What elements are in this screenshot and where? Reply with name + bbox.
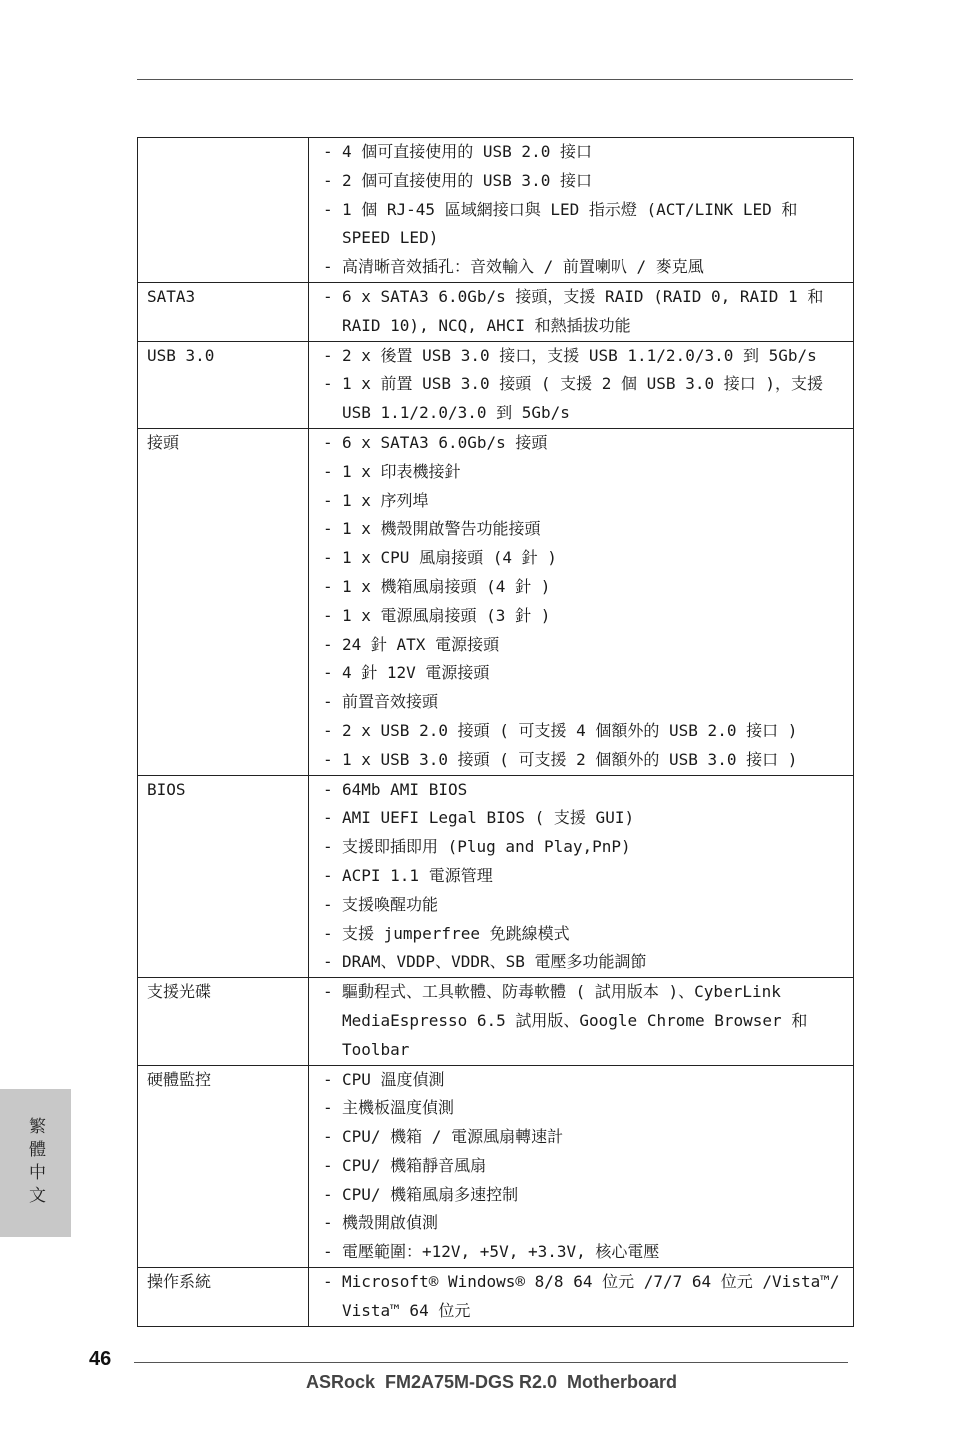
spec-content-cell — [309, 282, 854, 341]
spec-item — [323, 1268, 847, 1326]
spec-item-text: 64Mb AMI BIOS — [342, 779, 468, 799]
spec-item-text: AMI UEFI Legal BIOS ( 支援 GUI) — [342, 808, 635, 828]
bullet-dash: - — [323, 1127, 333, 1147]
spec-item-text: 前置音效接頭 — [342, 692, 439, 712]
spec-item — [323, 1123, 847, 1152]
bullet-dash: - — [323, 634, 333, 654]
spec-label: BIOS — [147, 779, 186, 799]
spec-table — [137, 137, 854, 1327]
spec-item-text: 1 x 印表機接針 — [342, 461, 461, 481]
spec-item — [323, 138, 847, 167]
spec-content-cell — [309, 138, 854, 283]
spec-item — [323, 429, 847, 458]
spec-item-text: 主機板溫度偵測 — [342, 1098, 455, 1118]
spec-item — [323, 746, 847, 775]
spec-item-text: 支援喚醒功能 — [342, 894, 439, 914]
bullet-dash: - — [323, 345, 333, 365]
bullet-dash: - — [323, 779, 333, 799]
spec-item-text: 1 個 RJ-45 區域網接口與 LED 指示燈 (ACT/LINK LED 和 SPEED LED) — [342, 199, 798, 248]
spec-item — [323, 776, 847, 805]
spec-item-text: 1 x 電源風扇接頭 (3 針 ) — [342, 605, 551, 625]
spec-item — [323, 862, 847, 891]
bullet-dash: - — [323, 1184, 333, 1204]
spec-label-cell — [138, 341, 309, 428]
bullet-dash: - — [323, 894, 333, 914]
spec-item — [323, 1238, 847, 1267]
spec-item-text: 6 x SATA3 6.0Gb/s 接頭 — [342, 432, 548, 452]
bullet-dash: - — [323, 1242, 333, 1262]
spec-item — [323, 631, 847, 660]
spec-item-text: 支援 jumperfree 免跳線模式 — [342, 923, 570, 943]
spec-item-text: 24 針 ATX 電源接頭 — [342, 634, 500, 654]
bullet-dash: - — [323, 865, 333, 885]
bullet-dash: - — [323, 199, 333, 219]
spec-item — [323, 920, 847, 949]
spec-item — [323, 196, 847, 254]
spec-item-text: 2 x USB 2.0 接頭 ( 可支援 4 個額外的 USB 2.0 接口 ) — [342, 720, 798, 740]
spec-item — [323, 253, 847, 282]
spec-item-text: 驅動程式、工具軟體、防毒軟體 ( 試用版本 )、CyberLink MediaEspresso 6.5 試用版、Google Chrome Browser 和 Toolbar — [342, 982, 808, 1059]
bullet-dash: - — [323, 257, 333, 277]
spec-item-text: 1 x 序列埠 — [342, 490, 429, 510]
spec-label-cell — [138, 138, 309, 283]
spec-item-text: 4 針 12V 電源接頭 — [342, 663, 490, 683]
bullet-dash: - — [323, 1098, 333, 1118]
spec-item-text: CPU 溫度偵測 — [342, 1069, 445, 1089]
spec-item-text: 4 個可直接使用的 USB 2.0 接口 — [342, 142, 592, 161]
spec-row — [138, 138, 854, 283]
footer-title: ASRock FM2A75M-DGS R2.0 Motherboard — [306, 1372, 678, 1392]
spec-content-cell — [309, 775, 854, 978]
bullet-dash: - — [323, 1272, 333, 1292]
spec-item — [323, 342, 847, 371]
spec-label: 硬體監控 — [147, 1069, 212, 1089]
spec-item-text: 1 x CPU 風扇接頭 (4 針 ) — [342, 548, 557, 568]
spec-label: SATA3 — [147, 286, 196, 306]
spec-row — [138, 341, 854, 428]
spec-label: 接頭 — [147, 432, 180, 452]
bullet-dash: - — [323, 576, 333, 596]
spec-content-cell — [309, 428, 854, 775]
spec-label-cell — [138, 282, 309, 341]
spec-item-text: CPU/ 機箱靜音風扇 — [342, 1155, 487, 1175]
header-rule — [137, 79, 853, 80]
spec-item-text: 高清晰音效插孔：音效輸入 / 前置喇叭 / 麥克風 — [342, 257, 704, 277]
bullet-dash: - — [323, 461, 333, 481]
spec-item — [323, 1209, 847, 1238]
spec-label-cell — [138, 1065, 309, 1268]
spec-content-cell — [309, 341, 854, 428]
bullet-dash: - — [323, 982, 333, 1002]
spec-item — [323, 1094, 847, 1123]
spec-item — [323, 370, 847, 428]
bullet-dash: - — [323, 952, 333, 972]
spec-content-cell — [309, 978, 854, 1065]
bullet-dash: - — [323, 432, 333, 452]
spec-item-text: Microsoft® Windows® 8/8 64 位元 /7/7 64 位元 /Vista™/ Vista™ 64 位元 — [342, 1272, 840, 1320]
bullet-dash: - — [323, 605, 333, 625]
spec-item — [323, 659, 847, 688]
spec-item — [323, 1066, 847, 1095]
spec-label: USB 3.0 — [147, 345, 215, 365]
spec-row — [138, 282, 854, 341]
spec-label: 支援光碟 — [147, 982, 212, 1002]
spec-item-text: 2 x 後置 USB 3.0 接口，支援 USB 1.1/2.0/3.0 到 5Gb/s — [342, 345, 817, 365]
spec-item-text: CPU/ 機箱風扇多速控制 — [342, 1184, 519, 1204]
spec-item-text: DRAM、VDDP、VDDR、SB 電壓多功能調節 — [342, 952, 647, 972]
bullet-dash: - — [323, 720, 333, 740]
spec-content-cell — [309, 1268, 854, 1327]
spec-item-text: 1 x USB 3.0 接頭 ( 可支援 2 個額外的 USB 3.0 接口 ) — [342, 749, 798, 769]
bullet-dash: - — [323, 1069, 333, 1089]
language-tab-label: 繁體中文 — [25, 1117, 45, 1209]
spec-item — [323, 515, 847, 544]
bullet-dash: - — [323, 374, 333, 394]
bullet-dash: - — [323, 1155, 333, 1175]
spec-item — [323, 1152, 847, 1181]
spec-item-text: 1 x 前置 USB 3.0 接頭 ( 支援 2 個 USB 3.0 接口 )，支援 USB 1.1/2.0/3.0 到 5Gb/s — [342, 374, 823, 423]
spec-label-cell — [138, 775, 309, 978]
spec-item — [323, 167, 847, 196]
bullet-dash: - — [323, 837, 333, 857]
bullet-dash: - — [323, 142, 333, 161]
spec-item — [323, 458, 847, 487]
spec-item — [323, 948, 847, 977]
spec-row — [138, 1065, 854, 1268]
bullet-dash: - — [323, 692, 333, 712]
language-tab — [0, 1089, 71, 1237]
spec-item — [323, 688, 847, 717]
spec-item — [323, 1181, 847, 1210]
spec-item — [323, 283, 847, 341]
spec-label-cell — [138, 428, 309, 775]
bullet-dash: - — [323, 519, 333, 539]
spec-item-text: ACPI 1.1 電源管理 — [342, 865, 493, 885]
page-number: 46 — [89, 1348, 112, 1370]
spec-item-text: 支援即插即用 (Plug and Play,PnP) — [342, 837, 631, 857]
bullet-dash: - — [323, 548, 333, 568]
spec-item — [323, 573, 847, 602]
spec-item — [323, 804, 847, 833]
bullet-dash: - — [323, 923, 333, 943]
bullet-dash: - — [323, 170, 333, 190]
spec-label-cell — [138, 978, 309, 1065]
spec-item-text: 1 x 機箱風扇接頭 (4 針 ) — [342, 576, 551, 596]
spec-row — [138, 428, 854, 775]
spec-item-text: 2 個可直接使用的 USB 3.0 接口 — [342, 170, 592, 190]
bullet-dash: - — [323, 663, 333, 683]
spec-label-cell — [138, 1268, 309, 1327]
spec-row — [138, 1268, 854, 1327]
spec-row — [138, 775, 854, 978]
spec-content-cell — [309, 1065, 854, 1268]
bullet-dash: - — [323, 490, 333, 510]
bullet-dash: - — [323, 749, 333, 769]
spec-item-text: 機殼開啟偵測 — [342, 1213, 439, 1233]
spec-item-text: 6 x SATA3 6.0Gb/s 接頭，支援 RAID (RAID 0, RAID 1 和 RAID 10), NCQ, AHCI 和熱插拔功能 — [342, 286, 824, 335]
spec-label: 操作系統 — [147, 1272, 212, 1292]
bullet-dash: - — [323, 808, 333, 828]
spec-item — [323, 717, 847, 746]
footer-rule — [134, 1362, 848, 1363]
spec-item — [323, 833, 847, 862]
spec-item — [323, 487, 847, 516]
spec-item-text: 電壓範圍：+12V, +5V, +3.3V, 核心電壓 — [342, 1242, 660, 1262]
bullet-dash: - — [323, 286, 333, 306]
spec-item — [323, 602, 847, 631]
spec-item — [323, 978, 847, 1064]
spec-item — [323, 544, 847, 573]
spec-item — [323, 891, 847, 920]
bullet-dash: - — [323, 1213, 333, 1233]
spec-row — [138, 978, 854, 1065]
spec-item-text: 1 x 機殼開啟警告功能接頭 — [342, 519, 541, 539]
spec-item-text: CPU/ 機箱 / 電源風扇轉速計 — [342, 1127, 564, 1147]
